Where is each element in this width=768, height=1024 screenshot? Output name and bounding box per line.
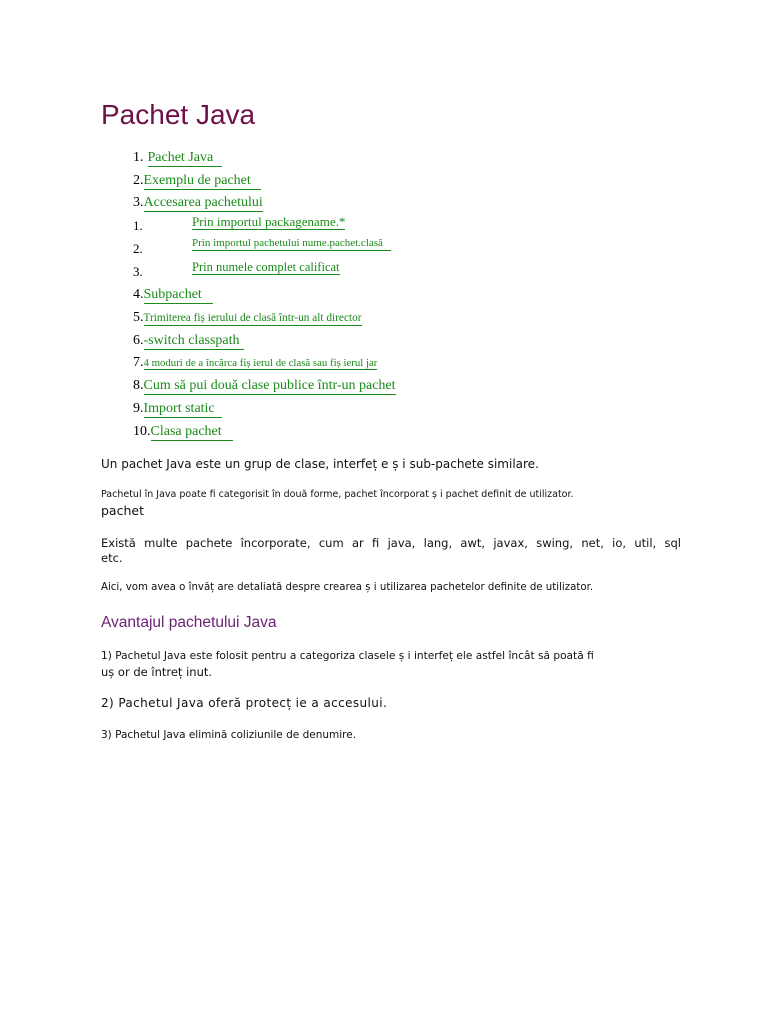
toc-link-switch-classpath[interactable]: -switch classpath bbox=[144, 334, 244, 350]
toc-item bbox=[133, 331, 244, 351]
intro-learning: Aici, vom avea o învăț are detaliată despre crearea ș i utilizarea pachetelor definite de utilizator. bbox=[101, 582, 594, 593]
toc-item-number: 7. bbox=[133, 355, 144, 370]
toc-item-number: 6. bbox=[133, 333, 144, 348]
toc-link-subpachet[interactable]: Subpachet bbox=[144, 288, 213, 304]
intro-categories-tail: pachet bbox=[101, 503, 144, 518]
toc-link-doua-clase-publice[interactable]: Cum să pui două clase publice într-un pachet bbox=[143, 378, 396, 393]
page-title: Pachet Java bbox=[101, 99, 256, 130]
advantage-1-line1: 1) Pachetul Java este folosit pentru a categoriza clasele ș i interfeț ele astfel încât să poată fi bbox=[101, 650, 594, 662]
toc-link-accesarea-pachetului[interactable]: Accesarea pachetului bbox=[143, 195, 263, 210]
toc-link-trimiterea-fisierului[interactable]: Trimiterea fiș ierului de clasă într-un alt director bbox=[143, 312, 362, 324]
toc-link-nume-complet-calificat[interactable]: Prin numele complet calificat bbox=[192, 260, 340, 274]
toc-item bbox=[133, 376, 396, 396]
toc-item bbox=[133, 193, 263, 213]
toc-sub-item bbox=[133, 214, 346, 236]
toc-sub-item-number: 1. bbox=[133, 218, 143, 233]
toc-sub-item bbox=[133, 237, 383, 259]
toc-item bbox=[133, 171, 261, 191]
toc-item-number: 5. bbox=[133, 310, 144, 325]
intro-builtin-line1: Există multe pachete încorporate, cum ar fi java, lang, awt, javax, swing, net, io, util, sql bbox=[101, 536, 681, 550]
toc-link-import-pachet-clasa[interactable]: Prin importul pachetului nume.pachet.clasă bbox=[192, 238, 391, 251]
advantage-3: 3) Pachetul Java elimină coliziunile de denumire. bbox=[101, 729, 357, 741]
toc-item-number: 8. bbox=[133, 378, 144, 393]
toc-item-number: 9. bbox=[133, 401, 144, 416]
toc-link-pachet-java[interactable]: Pachet Java bbox=[148, 151, 223, 167]
toc-item bbox=[133, 148, 222, 168]
intro-definition: Un pachet Java este un grup de clase, interfeț e ș i sub-pachete similare. bbox=[101, 457, 539, 471]
toc-item bbox=[133, 422, 233, 442]
toc-item-number: 1. bbox=[133, 150, 144, 165]
toc-link-import-static[interactable]: Import static bbox=[144, 402, 222, 418]
toc-sub-item bbox=[133, 260, 340, 282]
toc-item-number: 3. bbox=[133, 195, 144, 210]
advantage-1-line2: uș or de întreț inut. bbox=[101, 665, 213, 679]
intro-categories: Pachetul în Java poate fi categorisit în două forme, pachet încorporat ș i pachet definit de utilizator. bbox=[101, 489, 574, 500]
toc-item bbox=[133, 285, 213, 305]
toc-sub-item-number: 2. bbox=[133, 241, 143, 256]
toc-item bbox=[133, 308, 362, 328]
toc-link-import-packagename[interactable]: Prin importul packagename.* bbox=[192, 214, 346, 229]
toc-item-number: 4. bbox=[133, 287, 144, 302]
toc-item-number: 2. bbox=[133, 173, 144, 188]
toc-sub-item-number: 3. bbox=[133, 264, 143, 279]
advantage-2: 2) Pachetul Java oferă protecț ie a accesului. bbox=[101, 696, 388, 710]
advantages-heading: Avantajul pachetului Java bbox=[101, 614, 277, 631]
toc-item bbox=[133, 399, 222, 419]
toc-link-clasa-pachet[interactable]: Clasa pachet bbox=[151, 425, 233, 441]
intro-builtin-line2: etc. bbox=[101, 551, 123, 565]
toc-link-exemplu-de-pachet[interactable]: Exemplu de pachet bbox=[144, 174, 261, 190]
toc-item bbox=[133, 353, 377, 373]
toc-link-moduri-incarcare[interactable]: 4 moduri de a încărca fiș ierul de clasă sau fiș ierul jar bbox=[143, 357, 378, 369]
toc-item-number: 10. bbox=[133, 424, 151, 439]
